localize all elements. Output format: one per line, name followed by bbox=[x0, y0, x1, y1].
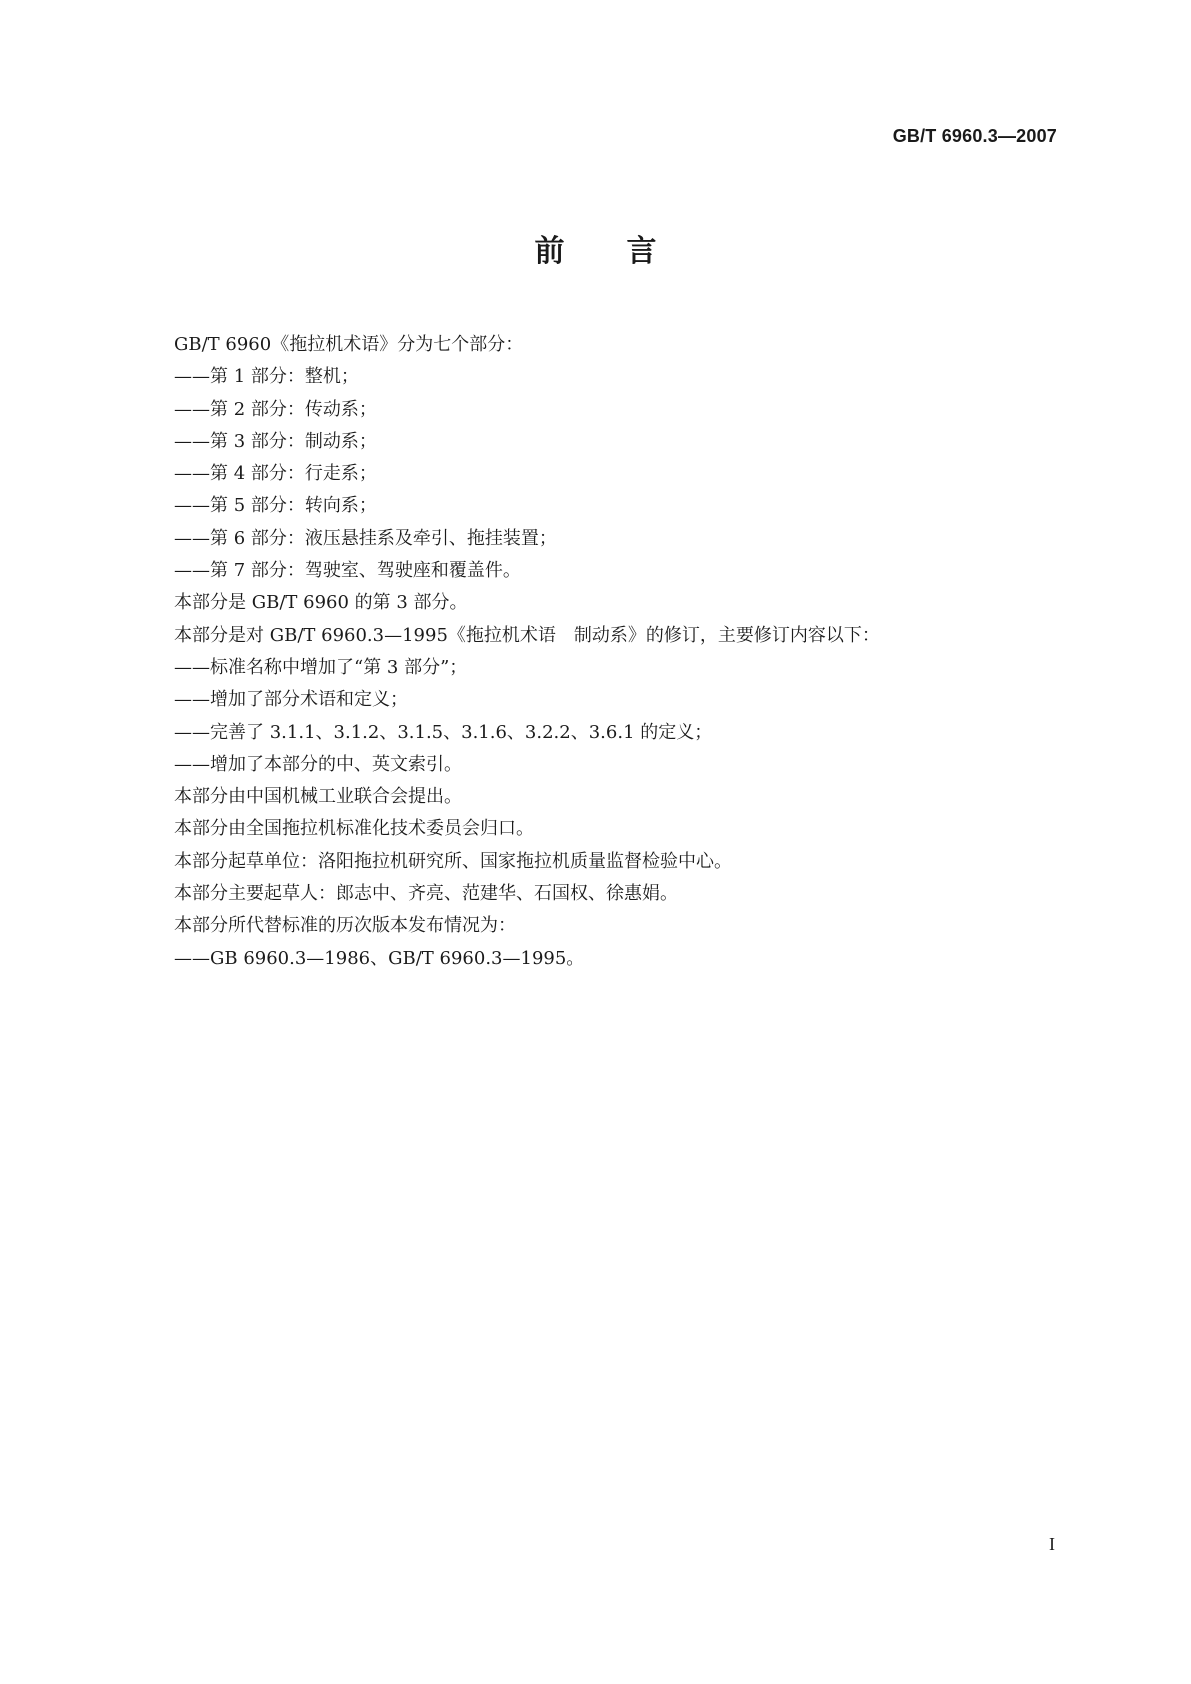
body-line: ——第 7 部分：驾驶室、驾驶座和覆盖件。 bbox=[174, 560, 521, 582]
body-line: 本部分起草单位：洛阳拖拉机研究所、国家拖拉机质量监督检验中心。 bbox=[174, 850, 732, 872]
body-line: 本部分是对 GB/T 6960.3—1995《拖拉机术语 制动系》的修订，主要修订内容以下： bbox=[174, 624, 880, 646]
body-line: 本部分所代替标准的历次版本发布情况为： bbox=[174, 915, 516, 937]
page-number: I bbox=[1049, 1534, 1055, 1554]
body-line: ——增加了部分术语和定义； bbox=[174, 689, 408, 711]
body-line: ——第 5 部分：转向系； bbox=[174, 495, 377, 517]
body-line: ——第 2 部分：传动系； bbox=[174, 398, 377, 420]
body-line: ——第 3 部分：制动系； bbox=[174, 430, 377, 452]
body-line: 本部分主要起草人：郎志中、齐亮、范建华、石国权、徐惠娟。 bbox=[174, 883, 678, 905]
body-line: ——第 6 部分：液压悬挂系及牵引、拖挂装置； bbox=[174, 527, 557, 549]
body-line: 本部分由中国机械工业联合会提出。 bbox=[174, 786, 462, 808]
foreword-body bbox=[174, 329, 1054, 975]
body-line: ——增加了本部分的中、英文索引。 bbox=[174, 753, 462, 775]
body-line: 本部分是 GB/T 6960 的第 3 部分。 bbox=[174, 592, 468, 614]
page-title: 前言 bbox=[534, 234, 719, 269]
body-line: ——完善了 3.1.1、3.1.2、3.1.5、3.1.6、3.2.2、3.6.1 的定义； bbox=[174, 721, 713, 743]
standard-code: GB/T 6960.3—2007 bbox=[892, 126, 1057, 146]
body-line: ——第 4 部分：行走系； bbox=[174, 463, 377, 485]
body-line: 本部分由全国拖拉机标准化技术委员会归口。 bbox=[174, 818, 534, 840]
body-line: ——第 1 部分：整机； bbox=[174, 366, 359, 388]
body-line: ——标准名称中增加了“第 3 部分”； bbox=[174, 656, 468, 678]
body-line: ——GB 6960.3—1986、GB/T 6960.3—1995。 bbox=[174, 947, 585, 969]
body-line: GB/T 6960《拖拉机术语》分为七个部分： bbox=[174, 334, 524, 355]
